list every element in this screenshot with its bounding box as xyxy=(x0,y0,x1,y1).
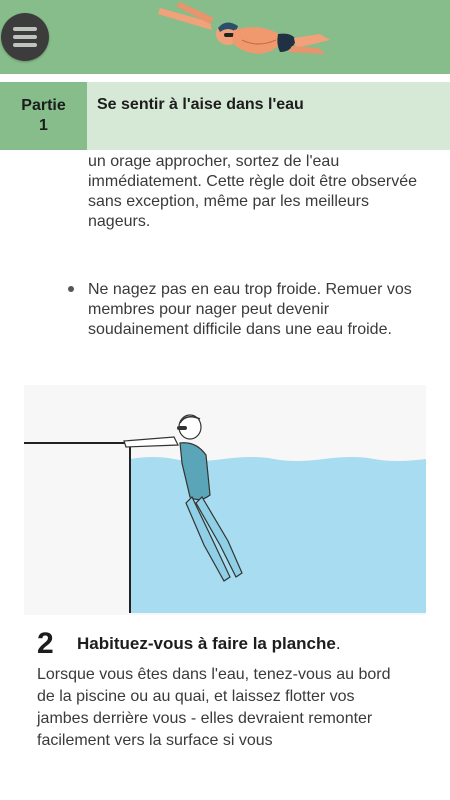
part-number: 1 xyxy=(39,117,48,134)
article-content[interactable] xyxy=(0,150,450,749)
section-title: Se sentir à l'aise dans l'eau xyxy=(97,96,304,113)
bullet-icon xyxy=(68,286,74,292)
step-number: 2 xyxy=(37,627,54,660)
app-header xyxy=(0,0,450,74)
step-title-period: . xyxy=(335,634,341,653)
section-header xyxy=(0,82,450,150)
part-badge xyxy=(0,82,87,150)
step-heading xyxy=(37,627,427,661)
paragraph-continued: un orage approcher, sortez de l'eau immédiatement. Cette règle doit être observée sans exception, même par les meilleurs nageurs. xyxy=(88,153,418,230)
step-text: Lorsque vous êtes dans l'eau, tenez-vous au bord de la piscine ou au quai, et laissez flotter vos jambes derrière vous - elles devraient remonter facilement vers la surface si vous xyxy=(37,666,391,749)
bullet-text: Ne nagez pas en eau trop froide. Remuer vos membres pour nager peut devenir soudainement difficile dans une eau froide. xyxy=(88,281,412,338)
hamburger-menu-icon[interactable] xyxy=(1,13,49,61)
step-title: Habituez-vous à faire la planche xyxy=(77,634,336,653)
swimmer-holding-pool-edge-illustration xyxy=(24,385,426,615)
swimmer-diving-illustration xyxy=(150,0,340,74)
part-label: Partie xyxy=(21,97,66,114)
